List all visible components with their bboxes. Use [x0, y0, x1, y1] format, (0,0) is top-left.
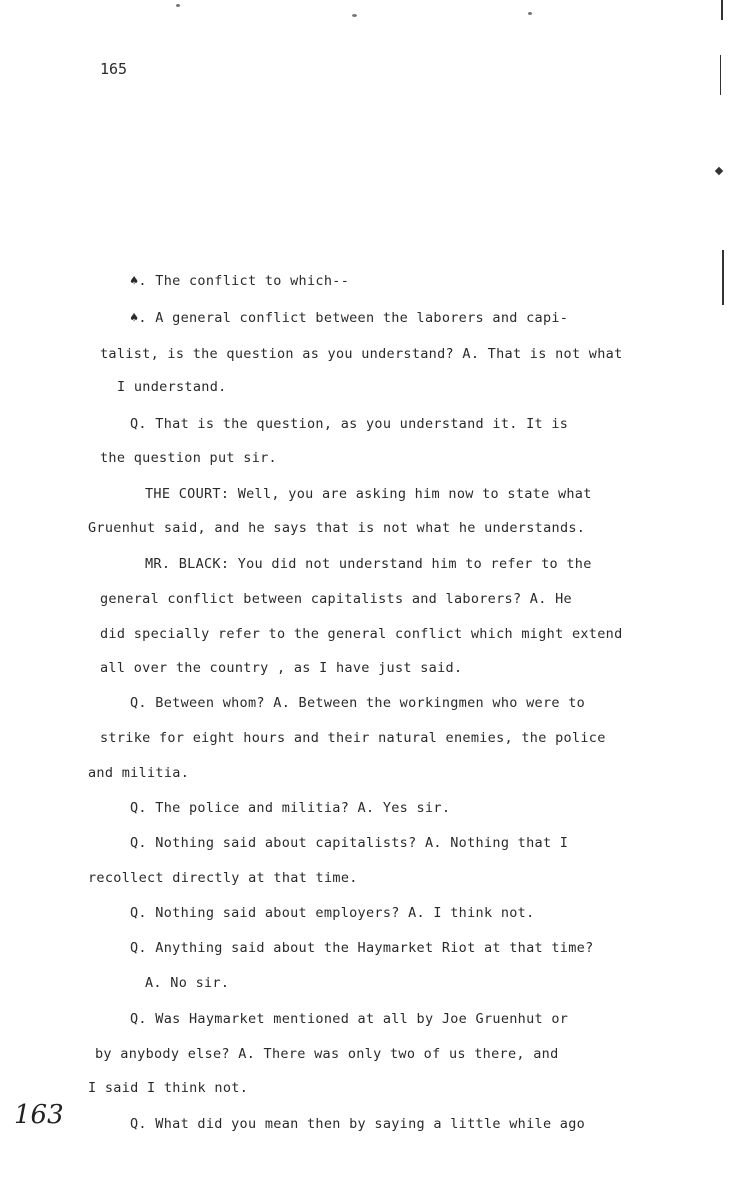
transcript-line: Q. Anything said about the Haymarket Riot at that time?: [130, 940, 594, 956]
transcript-line: and militia.: [88, 765, 190, 781]
scan-speck: [528, 12, 532, 15]
transcript-line: I said I think not.: [88, 1080, 249, 1096]
scan-speck: [176, 4, 180, 7]
transcript-line: ♠. A general conflict between the laborers and capi-: [130, 310, 569, 326]
transcript-line: Q. What did you mean then by saying a little while ago: [130, 1116, 586, 1132]
scan-edge-mark: [722, 250, 724, 305]
transcript-line: recollect directly at that time.: [88, 870, 358, 886]
transcript-line: I understand.: [117, 379, 227, 395]
transcript-line: general conflict between capitalists and laborers? A. He: [100, 591, 572, 607]
transcript-line: THE COURT: Well, you are asking him now to state what: [145, 486, 592, 502]
scan-edge-mark: [720, 55, 721, 95]
transcript-line: did specially refer to the general conflict which might extend: [100, 626, 623, 642]
page-number: 165: [100, 60, 128, 78]
transcript-line: by anybody else? A. There was only two of us there, and: [95, 1046, 559, 1062]
transcript-line: MR. BLACK: You did not understand him to refer to the: [145, 556, 592, 572]
transcript-line: the question put sir.: [100, 450, 277, 466]
transcript-line: strike for eight hours and their natural enemies, the police: [100, 730, 606, 746]
transcript-line: Q. Between whom? A. Between the workingmen who were to: [130, 695, 586, 711]
scan-edge-mark: [721, 0, 723, 20]
scan-tick-mark: [715, 167, 723, 175]
transcript-line: Q. The police and militia? A. Yes sir.: [130, 800, 451, 816]
transcript-line: Q. Was Haymarket mentioned at all by Joe Gruenhut or: [130, 1011, 569, 1027]
scan-speck: [352, 14, 357, 17]
transcript-line: talist, is the question as you understand? A. That is not what: [100, 346, 623, 362]
transcript-line: ♠. The conflict to which--: [130, 273, 350, 289]
transcript-line: Q. That is the question, as you understand it. It is: [130, 416, 569, 432]
handwritten-margin-note: 163: [14, 1100, 64, 1130]
transcript-line: all over the country , as I have just said.: [100, 660, 463, 676]
transcript-line: Q. Nothing said about employers? A. I think not.: [130, 905, 535, 921]
transcript-line: Gruenhut said, and he says that is not what he understands.: [88, 520, 586, 536]
transcript-line: Q. Nothing said about capitalists? A. Nothing that I: [130, 835, 569, 851]
transcript-line: A. No sir.: [145, 975, 230, 991]
